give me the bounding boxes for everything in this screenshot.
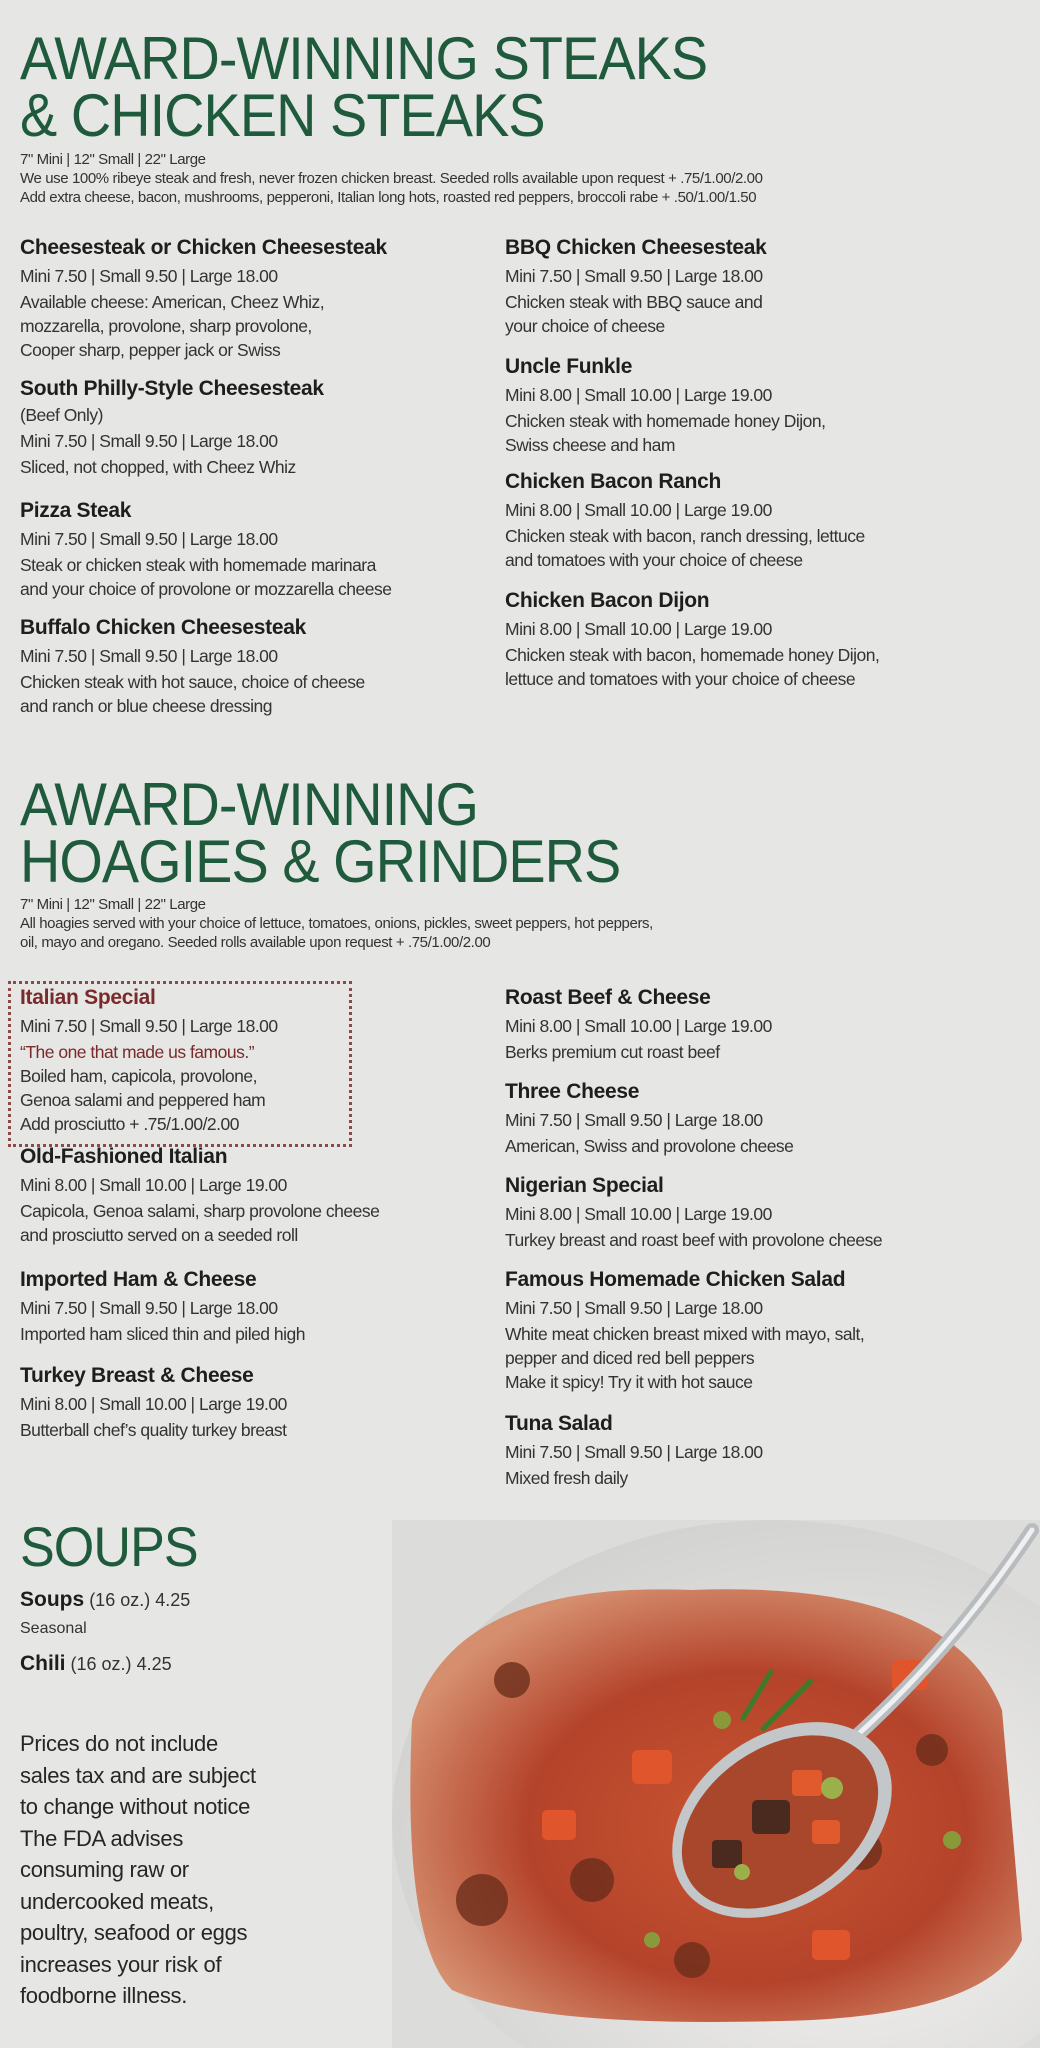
menu-item-description: Butterball chef’s quality turkey breast xyxy=(20,1420,287,1440)
disclaimer-line: consuming raw or xyxy=(20,1857,189,1882)
soup-item xyxy=(20,1588,190,1612)
menu-item-prices: Mini 8.00 | Small 10.00 | Large 19.00 xyxy=(505,385,772,405)
menu-item-description: Swiss cheese and ham xyxy=(505,435,675,455)
hoagies-note-2: oil, mayo and oregano. Seeded rolls available upon request + .75/1.00/2.00 xyxy=(20,934,491,951)
menu-item-prices: Mini 7.50 | Small 9.50 | Large 18.00 xyxy=(20,266,278,286)
menu-item-name: Italian Special xyxy=(20,986,156,1009)
menu-item-prices: Mini 7.50 | Small 9.50 | Large 18.00 xyxy=(20,1298,278,1318)
chili-item xyxy=(20,1652,172,1676)
steaks-title xyxy=(20,25,708,149)
menu-item-prices: Mini 8.00 | Small 10.00 | Large 19.00 xyxy=(505,500,772,520)
menu-item xyxy=(505,468,975,572)
menu-item-description: lettuce and tomatoes with your choice of cheese xyxy=(505,669,856,689)
hoagies-intro xyxy=(20,895,653,952)
menu-item-name: Old-Fashioned Italian xyxy=(20,1145,228,1168)
soup-bowl-image xyxy=(392,1520,1040,2048)
menu-item-description: Turkey breast and roast beef with provolone cheese xyxy=(505,1230,883,1250)
price-and-fda-disclaimer xyxy=(20,1728,360,2012)
menu-item-prices: Mini 7.50 | Small 9.50 | Large 18.00 xyxy=(20,1016,278,1036)
menu-item-description: Chicken steak with homemade honey Dijon, xyxy=(505,411,826,431)
menu-item-description: Imported ham sliced thin and piled high xyxy=(20,1324,305,1344)
menu-item-prices: Mini 8.00 | Small 10.00 | Large 19.00 xyxy=(20,1175,287,1195)
menu-item-name: Chicken Bacon Dijon xyxy=(505,589,710,612)
disclaimer-line: Prices do not include xyxy=(20,1731,218,1756)
steaks-note-1: We use 100% ribeye steak and fresh, never frozen chicken breast. Seeded rolls available upon request + .75/1.00/2.00 xyxy=(20,170,763,187)
menu-item-description: Cooper sharp, pepper jack or Swiss xyxy=(20,340,281,360)
menu-item-prices: Mini 7.50 | Small 9.50 | Large 18.00 xyxy=(505,1110,763,1130)
menu-item xyxy=(505,353,975,457)
menu-item xyxy=(505,1266,975,1394)
menu-item xyxy=(505,587,975,691)
menu-item xyxy=(20,1266,490,1346)
hoagies-note-1: All hoagies served with your choice of lettuce, tomatoes, onions, pickles, sweet peppers, hot peppers, xyxy=(20,915,653,932)
menu-item-description: Mixed fresh daily xyxy=(505,1468,628,1488)
hoagies-title-line1: AWARD-WINNING xyxy=(20,771,479,838)
menu-item xyxy=(20,1143,490,1247)
menu-item-description: Sliced, not chopped, with Cheez Whiz xyxy=(20,457,296,477)
menu-item-description: and tomatoes with your choice of cheese xyxy=(505,550,803,570)
soup-photo xyxy=(392,1520,1040,2048)
menu-item xyxy=(20,234,490,362)
menu-item-description: White meat chicken breast mixed with mayo, salt, xyxy=(505,1324,865,1344)
menu-item-description: your choice of cheese xyxy=(505,316,665,336)
menu-item-prices: Mini 7.50 | Small 9.50 | Large 18.00 xyxy=(20,431,278,451)
menu-item-description: Make it spicy! Try it with hot sauce xyxy=(505,1372,753,1392)
disclaimer-line: undercooked meats, xyxy=(20,1888,214,1914)
menu-item-prices: Mini 8.00 | Small 10.00 | Large 19.00 xyxy=(505,1204,772,1224)
menu-item-name: Chicken Bacon Ranch xyxy=(505,470,722,493)
menu-item-note: (Beef Only) xyxy=(20,405,103,425)
menu-item-description: and prosciutto served on a seeded roll xyxy=(20,1225,298,1245)
menu-item-name: Turkey Breast & Cheese xyxy=(20,1364,254,1387)
menu-item xyxy=(20,614,490,718)
menu-item-description: Add prosciutto + .75/1.00/2.00 xyxy=(20,1114,239,1134)
disclaimer-line: sales tax and are subject xyxy=(20,1762,256,1788)
chili-name: Chili xyxy=(20,1652,66,1675)
menu-item-name: Imported Ham & Cheese xyxy=(20,1268,257,1291)
menu-item xyxy=(20,375,490,479)
menu-item-prices: Mini 7.50 | Small 9.50 | Large 18.00 xyxy=(505,1442,763,1462)
menu-item-description: American, Swiss and provolone cheese xyxy=(505,1136,794,1156)
soup-note: Seasonal xyxy=(20,1620,87,1637)
menu-item-prices: Mini 7.50 | Small 9.50 | Large 18.00 xyxy=(505,266,763,286)
chili-price: 4.25 xyxy=(136,1654,172,1674)
steaks-title-line1: AWARD-WINNING STEAKS xyxy=(20,25,708,92)
menu-item-description: pepper and diced red bell peppers xyxy=(505,1348,755,1368)
disclaimer-line: poultry, seafood or eggs xyxy=(20,1920,248,1945)
menu-item-description: Capicola, Genoa salami, sharp provolone cheese xyxy=(20,1201,380,1221)
menu-item-prices: Mini 7.50 | Small 9.50 | Large 18.00 xyxy=(20,529,278,549)
menu-item-name: Pizza Steak xyxy=(20,499,132,522)
menu-item-description: Steak or chicken steak with homemade marinara xyxy=(20,555,376,575)
menu-item-description: Chicken steak with BBQ sauce and xyxy=(505,292,763,312)
menu-item-prices: Mini 8.00 | Small 10.00 | Large 19.00 xyxy=(505,1016,772,1036)
menu-item-name: Famous Homemade Chicken Salad xyxy=(505,1268,846,1291)
steaks-intro xyxy=(20,150,763,207)
steaks-sizes: 7" Mini | 12" Small | 22" Large xyxy=(20,151,206,168)
menu-item xyxy=(505,1172,975,1252)
menu-item xyxy=(20,497,490,601)
steaks-title-line2: & CHICKEN STEAKS xyxy=(20,82,545,149)
menu-item-prices: Mini 8.00 | Small 10.00 | Large 19.00 xyxy=(20,1394,287,1414)
chili-size: (16 oz.) xyxy=(70,1654,132,1674)
menu-item-prices: Mini 8.00 | Small 10.00 | Large 19.00 xyxy=(505,619,772,639)
soup-name: Soups xyxy=(20,1588,85,1611)
disclaimer-line: to change without notice xyxy=(20,1794,251,1819)
menu-item-description: mozzarella, provolone, sharp provolone, xyxy=(20,316,312,336)
soups-title: SOUPS xyxy=(20,1515,198,1578)
menu-item-name: BBQ Chicken Cheesesteak xyxy=(505,236,767,259)
hoagies-sizes: 7" Mini | 12" Small | 22" Large xyxy=(20,896,206,913)
menu-item xyxy=(20,1362,490,1442)
menu-item xyxy=(505,984,975,1064)
menu-item-prices: Mini 7.50 | Small 9.50 | Large 18.00 xyxy=(505,1298,763,1318)
steaks-note-2: Add extra cheese, bacon, mushrooms, pepperoni, Italian long hots, roasted red peppers, broccoli rabe + .50/1.00/1.50 xyxy=(20,189,757,206)
menu-item xyxy=(505,1410,975,1490)
menu-item xyxy=(20,984,490,1136)
menu-item-description: Berks premium cut roast beef xyxy=(505,1042,720,1062)
menu-item-name: Uncle Funkle xyxy=(505,355,633,378)
menu-item-description: Genoa salami and peppered ham xyxy=(20,1090,266,1110)
menu-item-name: Three Cheese xyxy=(505,1080,640,1103)
menu-item-description: Available cheese: American, Cheez Whiz, xyxy=(20,292,325,312)
menu-item-description: Chicken steak with bacon, homemade honey Dijon, xyxy=(505,645,880,665)
menu-item-prices: Mini 7.50 | Small 9.50 | Large 18.00 xyxy=(20,646,278,666)
disclaimer-line: The FDA advises xyxy=(20,1825,184,1851)
hoagies-title-line2: HOAGIES & GRINDERS xyxy=(20,828,621,895)
menu-item-description: and your choice of provolone or mozzarella cheese xyxy=(20,579,392,599)
menu-item xyxy=(505,234,975,338)
menu-item-name: Buffalo Chicken Cheesesteak xyxy=(20,616,307,639)
disclaimer-line: increases your risk of xyxy=(20,1951,222,1977)
soup-size: (16 oz.) xyxy=(89,1590,151,1610)
soup-price: 4.25 xyxy=(155,1590,191,1610)
hoagies-title xyxy=(20,771,621,895)
menu-item xyxy=(505,1078,975,1158)
disclaimer-line: foodborne illness. xyxy=(20,1983,188,2008)
menu-item-description: Chicken steak with bacon, ranch dressing, lettuce xyxy=(505,526,865,546)
menu-item-name: Nigerian Special xyxy=(505,1174,664,1197)
menu-item-description: and ranch or blue cheese dressing xyxy=(20,696,273,716)
menu-item-name: South Philly-Style Cheesesteak xyxy=(20,377,324,400)
menu-item-description: Chicken steak with hot sauce, choice of cheese xyxy=(20,672,365,692)
menu-item-name: Tuna Salad xyxy=(505,1412,613,1435)
menu-item-tagline: “The one that made us famous.” xyxy=(20,1042,255,1062)
menu-item-name: Cheesesteak or Chicken Cheesesteak xyxy=(20,236,387,259)
menu-item-description: Boiled ham, capicola, provolone, xyxy=(20,1066,257,1086)
menu-item-name: Roast Beef & Cheese xyxy=(505,986,711,1009)
